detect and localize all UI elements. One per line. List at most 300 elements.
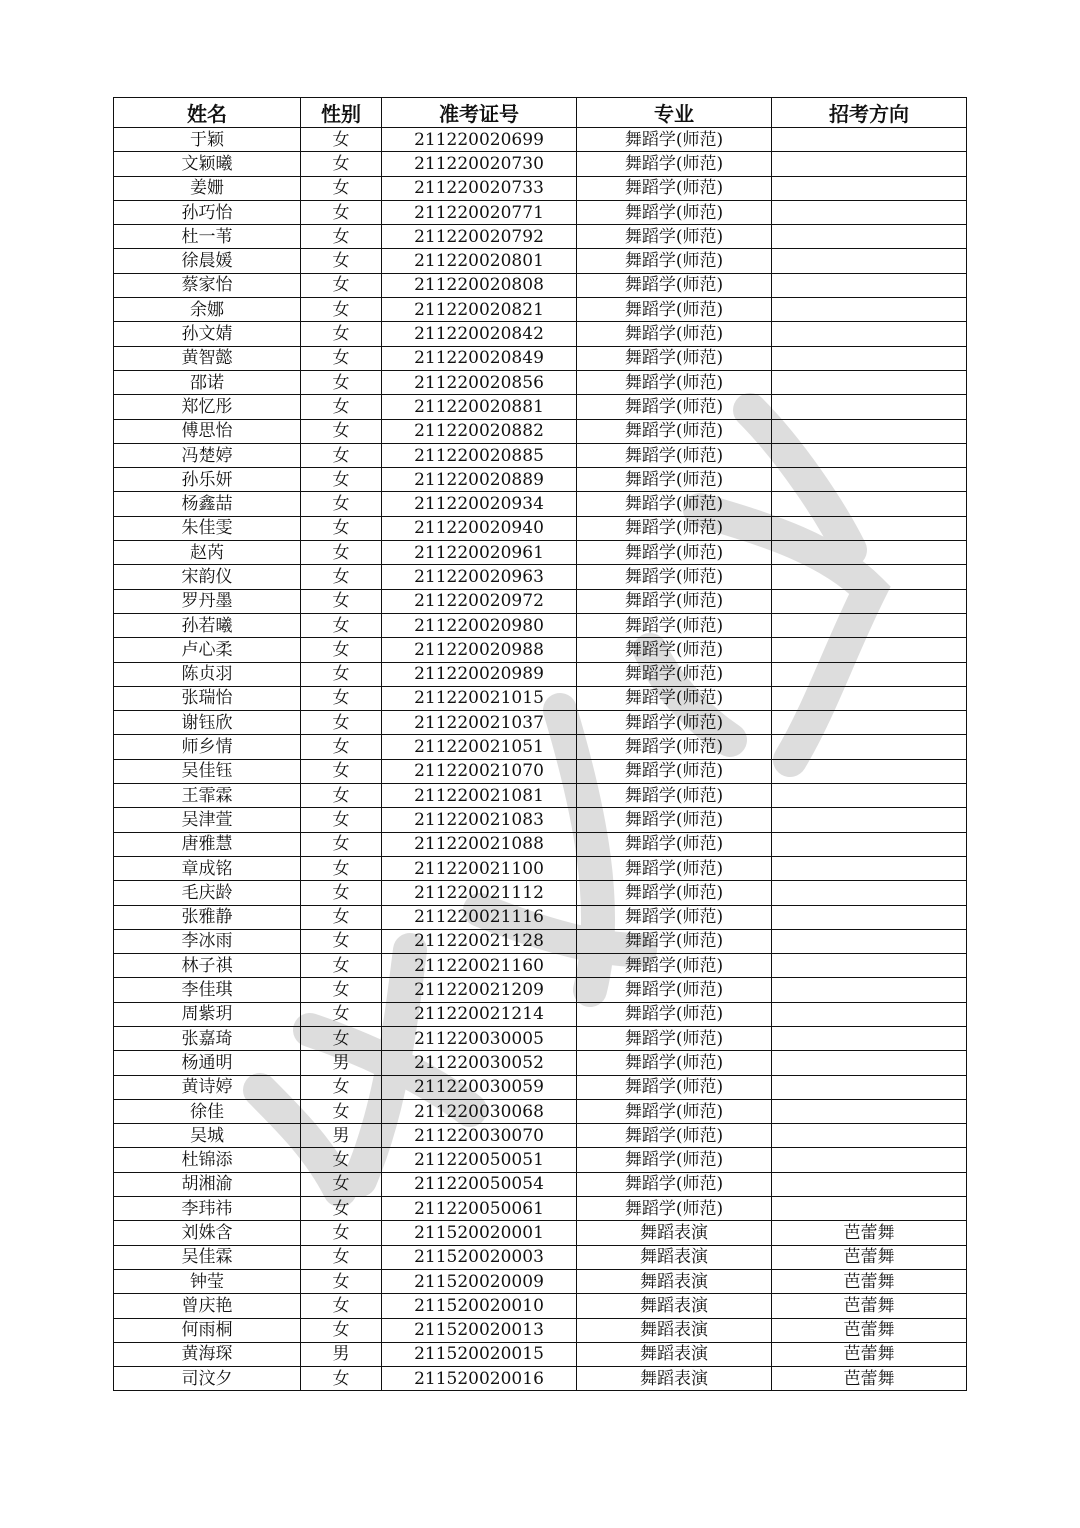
- sex-cell: 女: [301, 1172, 382, 1196]
- name-cell: 傅思怡: [114, 419, 301, 443]
- major-cell: 舞蹈学(师范): [577, 954, 772, 978]
- exam-id-cell: 211220020808: [382, 273, 577, 297]
- direction-cell: [772, 613, 967, 637]
- direction-cell: [772, 322, 967, 346]
- direction-cell: [772, 1124, 967, 1148]
- name-cell: 徐佳: [114, 1099, 301, 1123]
- name-cell: 罗丹墨: [114, 589, 301, 613]
- sex-cell: 女: [301, 662, 382, 686]
- table-row: [114, 638, 967, 662]
- name-cell: 吴佳钰: [114, 759, 301, 783]
- major-cell: 舞蹈学(师范): [577, 686, 772, 710]
- table-row: [114, 1245, 967, 1269]
- direction-cell: [772, 1099, 967, 1123]
- exam-id-cell: 211220030005: [382, 1026, 577, 1050]
- major-cell: 舞蹈学(师范): [577, 346, 772, 370]
- exam-id-cell: 211220030068: [382, 1099, 577, 1123]
- name-cell: 赵芮: [114, 541, 301, 565]
- exam-id-cell: 211220021083: [382, 808, 577, 832]
- direction-cell: 芭蕾舞: [772, 1294, 967, 1318]
- table-row: [114, 1124, 967, 1148]
- major-cell: 舞蹈学(师范): [577, 711, 772, 735]
- major-cell: 舞蹈学(师范): [577, 1172, 772, 1196]
- table-row: [114, 1197, 967, 1221]
- sex-cell: 女: [301, 225, 382, 249]
- exam-id-cell: 211220021088: [382, 832, 577, 856]
- exam-id-cell: 211220020733: [382, 176, 577, 200]
- exam-id-cell: 211220050054: [382, 1172, 577, 1196]
- major-cell: 舞蹈学(师范): [577, 1026, 772, 1050]
- sex-cell: 女: [301, 759, 382, 783]
- direction-cell: [772, 128, 967, 152]
- table-row: [114, 1221, 967, 1245]
- major-cell: 舞蹈学(师范): [577, 273, 772, 297]
- sex-cell: 女: [301, 808, 382, 832]
- name-cell: 杜锦添: [114, 1148, 301, 1172]
- major-cell: 舞蹈学(师范): [577, 832, 772, 856]
- name-cell: 邵诺: [114, 370, 301, 394]
- name-cell: 徐晨媛: [114, 249, 301, 273]
- direction-cell: [772, 152, 967, 176]
- name-cell: 孙若曦: [114, 613, 301, 637]
- direction-cell: [772, 370, 967, 394]
- major-cell: 舞蹈学(师范): [577, 322, 772, 346]
- direction-cell: [772, 856, 967, 880]
- sex-cell: 女: [301, 492, 382, 516]
- direction-cell: [772, 808, 967, 832]
- direction-cell: [772, 1051, 967, 1075]
- table-row: [114, 686, 967, 710]
- direction-cell: 芭蕾舞: [772, 1342, 967, 1366]
- major-cell: 舞蹈学(师范): [577, 978, 772, 1002]
- major-cell: 舞蹈学(师范): [577, 492, 772, 516]
- table-row: [114, 249, 967, 273]
- table-row: [114, 346, 967, 370]
- direction-cell: 芭蕾舞: [772, 1245, 967, 1269]
- direction-cell: [772, 929, 967, 953]
- exam-id-cell: 211520020016: [382, 1367, 577, 1391]
- exam-id-cell: 211220020849: [382, 346, 577, 370]
- sex-cell: 女: [301, 613, 382, 637]
- sex-cell: 女: [301, 200, 382, 224]
- direction-cell: [772, 176, 967, 200]
- sex-cell: 女: [301, 370, 382, 394]
- direction-cell: [772, 541, 967, 565]
- major-cell: 舞蹈表演: [577, 1221, 772, 1245]
- sex-cell: 女: [301, 832, 382, 856]
- table-row: [114, 273, 967, 297]
- sex-cell: 女: [301, 638, 382, 662]
- sex-cell: 女: [301, 905, 382, 929]
- exam-id-cell: 211220021112: [382, 881, 577, 905]
- table-row: [114, 832, 967, 856]
- sex-cell: 女: [301, 395, 382, 419]
- name-cell: 胡湘渝: [114, 1172, 301, 1196]
- exam-id-cell: 211220021070: [382, 759, 577, 783]
- table-row: [114, 954, 967, 978]
- name-cell: 章成铭: [114, 856, 301, 880]
- table-row: [114, 370, 967, 394]
- sex-cell: 女: [301, 929, 382, 953]
- name-cell: 陈贞羽: [114, 662, 301, 686]
- direction-cell: [772, 711, 967, 735]
- exam-id-cell: 211220020961: [382, 541, 577, 565]
- direction-cell: 芭蕾舞: [772, 1269, 967, 1293]
- exam-id-cell: 211220020821: [382, 298, 577, 322]
- sex-cell: 女: [301, 419, 382, 443]
- table-row: [114, 128, 967, 152]
- exam-id-cell: 211220020934: [382, 492, 577, 516]
- name-cell: 钟莹: [114, 1269, 301, 1293]
- table-row: [114, 929, 967, 953]
- direction-cell: [772, 1075, 967, 1099]
- exam-id-cell: 211220020972: [382, 589, 577, 613]
- direction-cell: [772, 1148, 967, 1172]
- exam-id-cell: 211220020881: [382, 395, 577, 419]
- direction-cell: [772, 589, 967, 613]
- table-row: [114, 1294, 967, 1318]
- exam-id-cell: 211220021214: [382, 1002, 577, 1026]
- exam-id-cell: 211220050051: [382, 1148, 577, 1172]
- name-cell: 周紫玥: [114, 1002, 301, 1026]
- table-row: [114, 589, 967, 613]
- sex-cell: 男: [301, 1051, 382, 1075]
- major-cell: 舞蹈学(师范): [577, 759, 772, 783]
- major-cell: 舞蹈学(师范): [577, 249, 772, 273]
- table-row: [114, 735, 967, 759]
- name-cell: 何雨桐: [114, 1318, 301, 1342]
- name-cell: 张雅静: [114, 905, 301, 929]
- table-row: [114, 200, 967, 224]
- sex-cell: 女: [301, 1002, 382, 1026]
- major-cell: 舞蹈学(师范): [577, 1051, 772, 1075]
- exam-id-cell: 211520020013: [382, 1318, 577, 1342]
- direction-cell: [772, 954, 967, 978]
- exam-id-cell: 211520020003: [382, 1245, 577, 1269]
- major-cell: 舞蹈学(师范): [577, 1075, 772, 1099]
- major-cell: 舞蹈学(师范): [577, 298, 772, 322]
- major-cell: 舞蹈学(师范): [577, 176, 772, 200]
- exam-id-cell: 211220020885: [382, 443, 577, 467]
- name-cell: 郑忆彤: [114, 395, 301, 419]
- major-cell: 舞蹈学(师范): [577, 735, 772, 759]
- table-row: [114, 419, 967, 443]
- major-cell: 舞蹈学(师范): [577, 541, 772, 565]
- exam-id-cell: 211220020842: [382, 322, 577, 346]
- direction-cell: [772, 346, 967, 370]
- name-cell: 卢心柔: [114, 638, 301, 662]
- direction-cell: [772, 200, 967, 224]
- direction-cell: [772, 735, 967, 759]
- major-cell: 舞蹈学(师范): [577, 613, 772, 637]
- exam-id-cell: 211220020771: [382, 200, 577, 224]
- direction-cell: [772, 784, 967, 808]
- direction-cell: [772, 1002, 967, 1026]
- exam-id-cell: 211520020009: [382, 1269, 577, 1293]
- name-cell: 黄海琛: [114, 1342, 301, 1366]
- name-cell: 黄智懿: [114, 346, 301, 370]
- exam-id-cell: 211220021037: [382, 711, 577, 735]
- exam-id-cell: 211220020730: [382, 152, 577, 176]
- sex-cell: 女: [301, 978, 382, 1002]
- exam-id-cell: 211220021160: [382, 954, 577, 978]
- major-cell: 舞蹈表演: [577, 1245, 772, 1269]
- direction-cell: [772, 978, 967, 1002]
- table-row: [114, 1051, 967, 1075]
- major-cell: 舞蹈学(师范): [577, 152, 772, 176]
- sex-cell: 女: [301, 1026, 382, 1050]
- sex-cell: 女: [301, 128, 382, 152]
- sex-cell: 女: [301, 1221, 382, 1245]
- major-cell: 舞蹈学(师范): [577, 1197, 772, 1221]
- sex-cell: 女: [301, 856, 382, 880]
- name-cell: 王霏霖: [114, 784, 301, 808]
- header-sex: 性别: [301, 98, 382, 128]
- sex-cell: 女: [301, 1245, 382, 1269]
- table-body: [114, 128, 967, 1391]
- direction-cell: [772, 249, 967, 273]
- table-row: [114, 1269, 967, 1293]
- exam-id-cell: 211520020010: [382, 1294, 577, 1318]
- exam-id-cell: 211220030052: [382, 1051, 577, 1075]
- table-header-row: [114, 98, 967, 128]
- table-row: [114, 1172, 967, 1196]
- exam-id-cell: 211220021209: [382, 978, 577, 1002]
- direction-cell: [772, 832, 967, 856]
- table-row: [114, 759, 967, 783]
- table-row: [114, 468, 967, 492]
- sex-cell: 男: [301, 1124, 382, 1148]
- sex-cell: 女: [301, 565, 382, 589]
- direction-cell: [772, 468, 967, 492]
- sex-cell: 女: [301, 1197, 382, 1221]
- sex-cell: 女: [301, 249, 382, 273]
- direction-cell: [772, 905, 967, 929]
- name-cell: 李冰雨: [114, 929, 301, 953]
- direction-cell: [772, 298, 967, 322]
- name-cell: 张瑞怡: [114, 686, 301, 710]
- direction-cell: [772, 638, 967, 662]
- name-cell: 杨鑫喆: [114, 492, 301, 516]
- major-cell: 舞蹈学(师范): [577, 1124, 772, 1148]
- table-row: [114, 978, 967, 1002]
- name-cell: 吴城: [114, 1124, 301, 1148]
- sex-cell: 女: [301, 1269, 382, 1293]
- exam-id-cell: 211220020988: [382, 638, 577, 662]
- major-cell: 舞蹈学(师范): [577, 565, 772, 589]
- direction-cell: [772, 686, 967, 710]
- table-row: [114, 395, 967, 419]
- exam-id-cell: 211220020792: [382, 225, 577, 249]
- direction-cell: [772, 1197, 967, 1221]
- sex-cell: 女: [301, 1148, 382, 1172]
- name-cell: 黄诗婷: [114, 1075, 301, 1099]
- major-cell: 舞蹈表演: [577, 1269, 772, 1293]
- sex-cell: 女: [301, 735, 382, 759]
- sex-cell: 女: [301, 711, 382, 735]
- name-cell: 吴津萱: [114, 808, 301, 832]
- table-row: [114, 516, 967, 540]
- exam-id-cell: 211220020882: [382, 419, 577, 443]
- table-row: [114, 1026, 967, 1050]
- table-row: [114, 905, 967, 929]
- exam-id-cell: 211220030070: [382, 1124, 577, 1148]
- name-cell: 谢钰欣: [114, 711, 301, 735]
- sex-cell: 女: [301, 1075, 382, 1099]
- table-row: [114, 322, 967, 346]
- name-cell: 于颖: [114, 128, 301, 152]
- sex-cell: 女: [301, 881, 382, 905]
- name-cell: 蔡家怡: [114, 273, 301, 297]
- direction-cell: [772, 1172, 967, 1196]
- table-row: [114, 662, 967, 686]
- major-cell: 舞蹈表演: [577, 1367, 772, 1391]
- exam-id-cell: 211220020889: [382, 468, 577, 492]
- name-cell: 司汶夕: [114, 1367, 301, 1391]
- table-row: [114, 881, 967, 905]
- major-cell: 舞蹈学(师范): [577, 784, 772, 808]
- sex-cell: 女: [301, 954, 382, 978]
- major-cell: 舞蹈学(师范): [577, 1099, 772, 1123]
- exam-id-cell: 211220020989: [382, 662, 577, 686]
- sex-cell: 女: [301, 1294, 382, 1318]
- table-row: [114, 613, 967, 637]
- sex-cell: 女: [301, 1367, 382, 1391]
- major-cell: 舞蹈学(师范): [577, 128, 772, 152]
- exam-id-cell: 211220030059: [382, 1075, 577, 1099]
- major-cell: 舞蹈学(师范): [577, 1002, 772, 1026]
- major-cell: 舞蹈学(师范): [577, 370, 772, 394]
- major-cell: 舞蹈学(师范): [577, 516, 772, 540]
- major-cell: 舞蹈学(师范): [577, 200, 772, 224]
- name-cell: 余娜: [114, 298, 301, 322]
- sex-cell: 男: [301, 1342, 382, 1366]
- name-cell: 曾庆艳: [114, 1294, 301, 1318]
- name-cell: 张嘉琦: [114, 1026, 301, 1050]
- table-row: [114, 1342, 967, 1366]
- direction-cell: [772, 395, 967, 419]
- name-cell: 唐雅慧: [114, 832, 301, 856]
- roster-table: [113, 97, 967, 1391]
- sex-cell: 女: [301, 686, 382, 710]
- table-row: [114, 492, 967, 516]
- table-row: [114, 1002, 967, 1026]
- sex-cell: 女: [301, 589, 382, 613]
- sex-cell: 女: [301, 176, 382, 200]
- table-row: [114, 1148, 967, 1172]
- table-row: [114, 1075, 967, 1099]
- sex-cell: 女: [301, 152, 382, 176]
- exam-id-cell: 211220021128: [382, 929, 577, 953]
- sex-cell: 女: [301, 541, 382, 565]
- major-cell: 舞蹈学(师范): [577, 808, 772, 832]
- name-cell: 杜一苇: [114, 225, 301, 249]
- exam-id-cell: 211220020801: [382, 249, 577, 273]
- exam-id-cell: 211520020001: [382, 1221, 577, 1245]
- major-cell: 舞蹈表演: [577, 1294, 772, 1318]
- direction-cell: [772, 273, 967, 297]
- major-cell: 舞蹈学(师范): [577, 468, 772, 492]
- exam-id-cell: 211220021100: [382, 856, 577, 880]
- table-row: [114, 1367, 967, 1391]
- direction-cell: [772, 565, 967, 589]
- direction-cell: [772, 759, 967, 783]
- table-row: [114, 808, 967, 832]
- name-cell: 吴佳霖: [114, 1245, 301, 1269]
- sex-cell: 女: [301, 784, 382, 808]
- direction-cell: [772, 1026, 967, 1050]
- table-row: [114, 541, 967, 565]
- major-cell: 舞蹈学(师范): [577, 638, 772, 662]
- sex-cell: 女: [301, 443, 382, 467]
- table-row: [114, 565, 967, 589]
- table-row: [114, 1099, 967, 1123]
- direction-cell: [772, 443, 967, 467]
- exam-id-cell: 211220021015: [382, 686, 577, 710]
- exam-id-cell: 211220020940: [382, 516, 577, 540]
- name-cell: 姜姗: [114, 176, 301, 200]
- sex-cell: 女: [301, 346, 382, 370]
- direction-cell: 芭蕾舞: [772, 1221, 967, 1245]
- direction-cell: [772, 419, 967, 443]
- table-row: [114, 711, 967, 735]
- table-row: [114, 152, 967, 176]
- exam-id-cell: 211220021116: [382, 905, 577, 929]
- major-cell: 舞蹈学(师范): [577, 589, 772, 613]
- table-row: [114, 225, 967, 249]
- sex-cell: 女: [301, 1318, 382, 1342]
- major-cell: 舞蹈学(师范): [577, 929, 772, 953]
- name-cell: 宋韵仪: [114, 565, 301, 589]
- name-cell: 林子祺: [114, 954, 301, 978]
- exam-id-cell: 211220021051: [382, 735, 577, 759]
- name-cell: 文颖曦: [114, 152, 301, 176]
- sex-cell: 女: [301, 1099, 382, 1123]
- name-cell: 孙文婧: [114, 322, 301, 346]
- header-direction: 招考方向: [772, 98, 967, 128]
- name-cell: 孙巧怡: [114, 200, 301, 224]
- direction-cell: [772, 492, 967, 516]
- exam-id-cell: 211520020015: [382, 1342, 577, 1366]
- sex-cell: 女: [301, 273, 382, 297]
- name-cell: 杨通明: [114, 1051, 301, 1075]
- table-row: [114, 856, 967, 880]
- exam-id-cell: 211220020980: [382, 613, 577, 637]
- major-cell: 舞蹈学(师范): [577, 419, 772, 443]
- header-name: 姓名: [114, 98, 301, 128]
- header-exam-id: 准考证号: [382, 98, 577, 128]
- major-cell: 舞蹈学(师范): [577, 395, 772, 419]
- direction-cell: [772, 516, 967, 540]
- major-cell: 舞蹈表演: [577, 1342, 772, 1366]
- exam-id-cell: 211220021081: [382, 784, 577, 808]
- direction-cell: 芭蕾舞: [772, 1318, 967, 1342]
- exam-id-cell: 211220020699: [382, 128, 577, 152]
- sex-cell: 女: [301, 298, 382, 322]
- major-cell: 舞蹈学(师范): [577, 1148, 772, 1172]
- name-cell: 刘姝含: [114, 1221, 301, 1245]
- sex-cell: 女: [301, 516, 382, 540]
- major-cell: 舞蹈学(师范): [577, 225, 772, 249]
- table-row: [114, 443, 967, 467]
- table-row: [114, 298, 967, 322]
- header-major: 专业: [577, 98, 772, 128]
- name-cell: 冯楚婷: [114, 443, 301, 467]
- direction-cell: [772, 881, 967, 905]
- name-cell: 朱佳雯: [114, 516, 301, 540]
- name-cell: 李佳琪: [114, 978, 301, 1002]
- direction-cell: [772, 225, 967, 249]
